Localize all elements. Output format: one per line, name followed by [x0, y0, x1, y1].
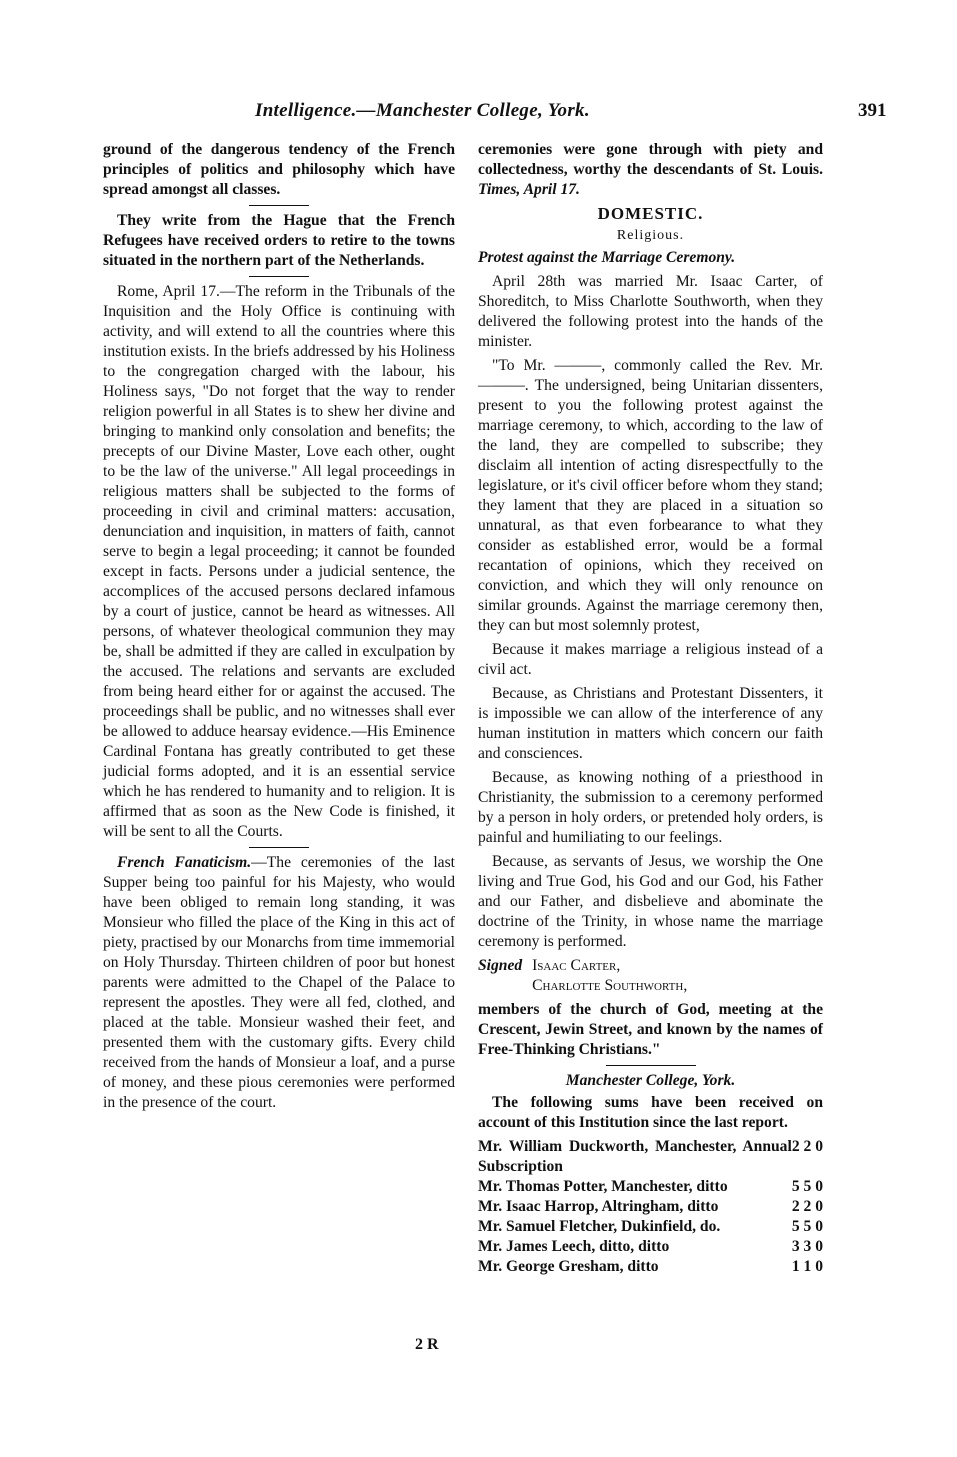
subscription-amount: 5 5 0: [791, 1218, 823, 1235]
right-paragraph-8: members of the church of God, meeting at the Crescent, Jewin Street, and known by the names of Free-Thinking Christians.": [478, 1001, 823, 1058]
left-paragraph-1: ground of the dangerous tendency of the French principles of politics and philosophy which have spread amongst all classes.: [103, 141, 455, 198]
right-paragraph-9: The following sums have been received on account of this Institution since the last report.: [478, 1094, 823, 1131]
subscriber-name: Mr. William Duckworth, Manchester, Annual Subscription: [478, 1138, 792, 1175]
college-heading: Manchester College, York.: [565, 1072, 736, 1089]
subscription-row: [478, 1257, 823, 1277]
signed-label: Signed: [478, 957, 523, 974]
subscription-amount: 1 1 0: [791, 1258, 823, 1275]
signatory-names: [532, 956, 687, 996]
french-fanaticism-text: —The ceremonies of the last Supper being too painful for his Majesty, who would have been obliged to remain long standing, it was Monsieur who filled the place of the King in this act of piety, practised by our Monarchs from time immemorial on Holy Thursday. Thirteen children of poor but honest parents were admitted to the Chapel of the Palace to represent the apostles. They were all fed, clothed, and placed at the table. Monsieur washed their feet, and presented them with the customary gifts. Every child received from the hands of Monsieur a loaf, and a purse of money, and these pious ceremonies were performed in the presence of the court.: [103, 854, 455, 1111]
right-paragraph-3: "To Mr. ———, commonly called the Rev. Mr. ———. The undersigned, being Unitarian dissenters, present to you the following protest against the marriage ceremony, to which, according to the law of the land, they are compelled to subscribe; they disclaim all intention of acting disrespectfully to the legislature, or it's civil officer before whom they stand; they lament that they are placed in a situation so unnatural, as that even forbearance to what they consider as established error, would be a formal recantation of opinions, which they received on conviction, and which they will only renounce on similar grounds. Against the marriage ceremony then, they can but most solemnly protest,: [478, 357, 823, 634]
subscriber-name: Mr. George Gresham, ditto: [478, 1258, 659, 1275]
subscription-amount: 2 2 0: [791, 1138, 823, 1155]
divider: [249, 847, 309, 848]
left-column: [103, 140, 455, 1117]
right-paragraph-1: [478, 140, 823, 200]
signatory-2: Charlotte Southworth,: [532, 977, 688, 994]
subscription-amount: 2 2 0: [791, 1198, 823, 1215]
subscription-row: [478, 1177, 823, 1197]
right-paragraph-4: Because it makes marriage a religious instead of a civil act.: [478, 641, 823, 678]
subscription-row: [478, 1237, 823, 1257]
signature-mark: 2 R: [415, 1336, 439, 1353]
subscription-amount: 5 5 0: [791, 1178, 823, 1195]
subscriber-name: Mr. Samuel Fletcher, Dukinfield, do.: [478, 1218, 721, 1235]
source-citation: Times, April 17.: [478, 181, 580, 198]
divider: [606, 1065, 696, 1066]
right-column: [478, 140, 823, 1277]
signatory-1: Isaac Carter,: [532, 957, 621, 974]
subscription-row: [478, 1137, 823, 1177]
right-paragraph-6: Because, as knowing nothing of a priesthood in Christianity, the submission to a ceremony performed by a person in holy orders, or pretended holy orders, is painful and humiliating to our feelings.: [478, 769, 823, 846]
subscription-row: [478, 1197, 823, 1217]
protest-title: Protest against the Marriage Ceremony.: [478, 249, 736, 266]
section-subheading-religious: Religious.: [616, 228, 685, 243]
right-paragraph-1-text: ceremonies were gone through with piety and collectedness, worthy the descendants of St. Louis.: [478, 141, 823, 178]
right-paragraph-5: Because, as Christians and Protestant Dissenters, it is impossible we can allow of the interference of any human institution in matters which concern our faith and consciences.: [478, 685, 823, 762]
subscriber-name: Mr. Thomas Potter, Manchester, ditto: [478, 1178, 728, 1195]
left-paragraph-4: [103, 853, 455, 1113]
subscription-row: [478, 1217, 823, 1237]
subscriber-name: Mr. James Leech, ditto, ditto: [478, 1238, 670, 1255]
left-paragraph-2: They write from the Hague that the French Refugees have received orders to retire to the towns situated in the northern part of the Netherlands.: [103, 212, 455, 269]
left-paragraph-3: Rome, April 17.—The reform in the Tribunals of the Inquisition and the Holy Office is continuing with activity, and will extend to all the countries where this institution exists. In the briefs addressed by his Holiness to the congregation charged with the labour, his Holiness says, "Do not forget that the way to render religion powerful in all States is to shew her divine and bringing to mankind only consolation and benefits; the precepts of our Divine Master, Love each other, ought to be the law of the universe." All legal proceedings in religious matters shall be subjected to the forms of proceeding in civil and criminal matters: accusation, denunciation and inquisition, in matters of faith, cannot serve to begin a legal proceeding; it cannot be founded except in facts. Persons under a judicial sentence, the accomplices of the accused persons declared infamous by a court of justice, cannot be heard as witnesses. All persons, of whatever theological communion they may be, shall be admitted if they are called in exculpation by the accused. The relations and servants are excluded from being heard either for or against the accused. The proceedings shall be public, and no witnesses shall ever be allowed to adduce hearsay evidence.—His Eminence Cardinal Fontana has greatly contributed to get these judicial forms adopted, and it is an essential service which he has rendered to humanity and to religion. It is affirmed that as soon as the New Code is finished, it will be sent to all the Courts.: [103, 283, 455, 840]
divider: [249, 205, 309, 206]
running-head: Intelligence.—Manchester College, York.: [255, 100, 590, 121]
subscription-amount: 3 3 0: [791, 1238, 823, 1255]
page-number: 391: [858, 100, 887, 121]
section-heading-domestic: DOMESTIC.: [597, 204, 704, 223]
french-fanaticism-heading: French Fanaticism.: [117, 854, 252, 871]
signature-block: [478, 956, 823, 996]
right-paragraph-2: April 28th was married Mr. Isaac Carter, of Shoreditch, to Miss Charlotte Southworth, when they delivered the following protest into the hands of the minister.: [478, 273, 823, 350]
subscriber-name: Mr. Isaac Harrop, Altringham, ditto: [478, 1198, 719, 1215]
subscription-list: [478, 1137, 823, 1277]
divider: [249, 276, 309, 277]
right-paragraph-7: Because, as servants of Jesus, we worship the One living and True God, his God and our God, his Father and our Father, and disbelieve and abominate the doctrine of the Trinity, in whose name the marriage ceremony is performed.: [478, 853, 823, 950]
